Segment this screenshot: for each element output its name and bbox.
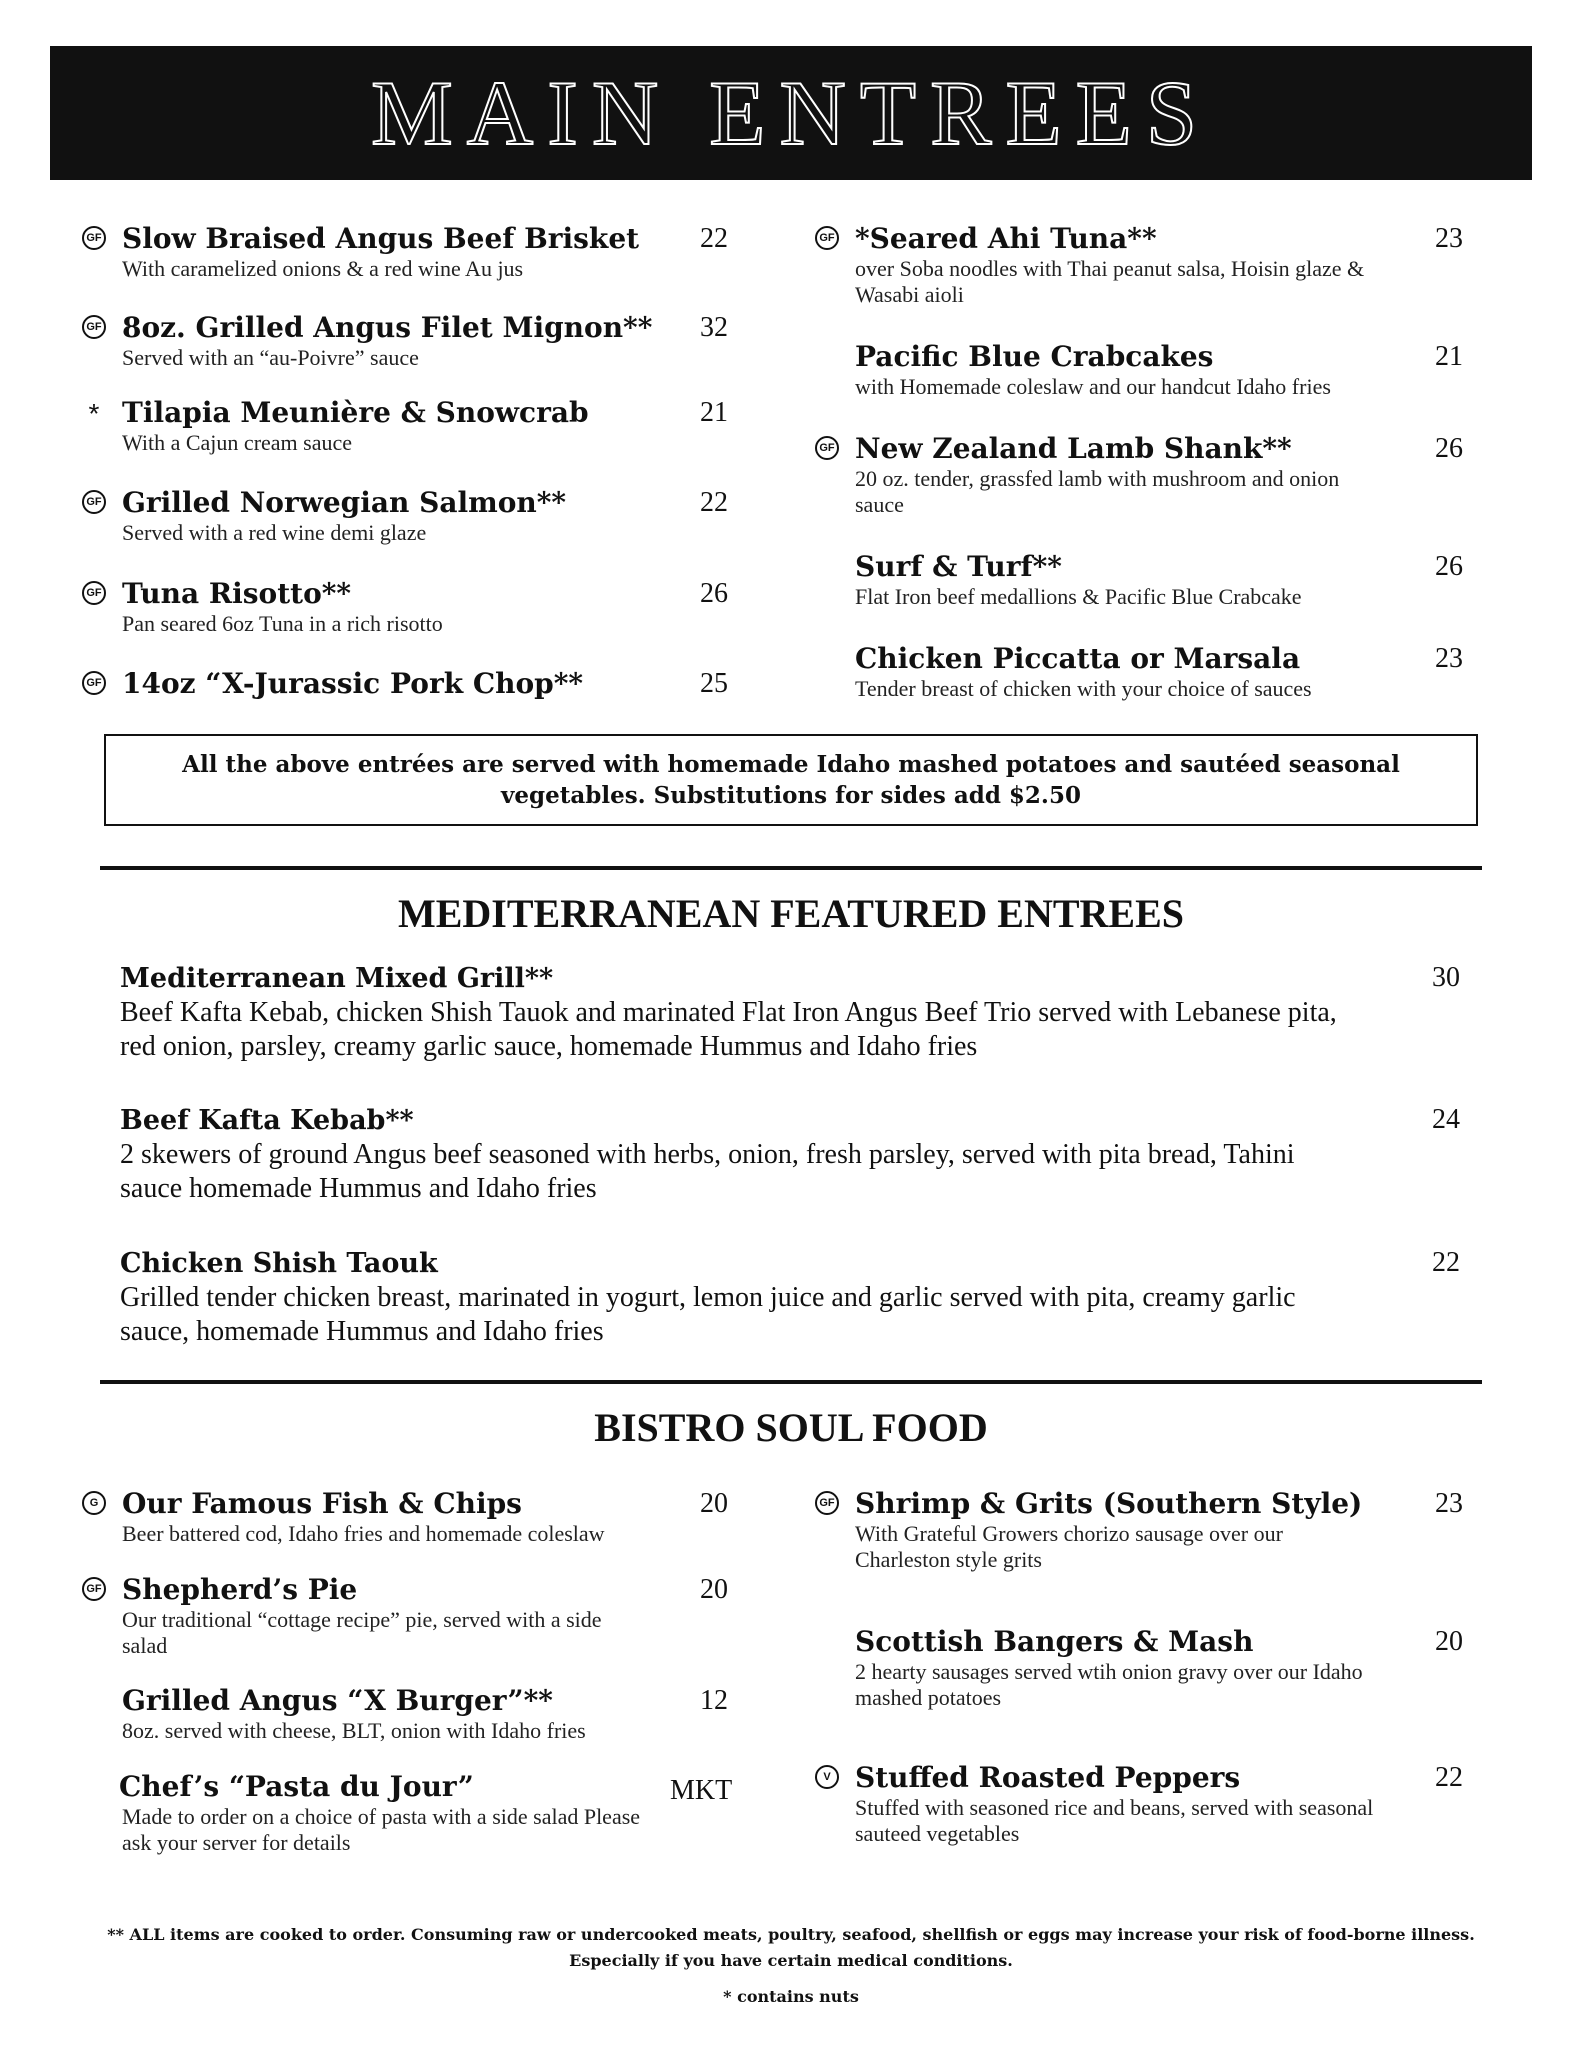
gluten-free-icon: GF [82, 226, 106, 250]
item-description: With Grateful Growers chorizo sausage over our Charleston style grits [855, 1521, 1283, 1572]
item-description: with Homemade coleslaw and our handcut Idaho fries [855, 374, 1331, 399]
item-name: Surf & Turf** [855, 550, 1062, 583]
section-divider [100, 866, 1482, 870]
item-price: 22 [700, 487, 728, 518]
item-description: Our traditional “cottage recipe” pie, served with a side salad [122, 1607, 602, 1658]
menu-item [855, 1625, 1475, 1711]
item-description: Beer battered cod, Idaho fries and homemade coleslaw [122, 1521, 605, 1546]
item-price: 22 [1432, 1247, 1460, 1278]
item-name: Beef Kafta Kebab** [120, 1105, 414, 1136]
item-description: 8oz. served with cheese, BLT, onion with Idaho fries [122, 1718, 586, 1743]
item-description: Tender breast of chicken with your choice of sauces [855, 676, 1312, 701]
item-price: 25 [700, 668, 728, 699]
item-price: 12 [700, 1685, 728, 1716]
item-description: Served with an “au-Poivre” sauce [122, 345, 419, 370]
item-name: Mediterranean Mixed Grill** [120, 963, 554, 994]
item-price: 26 [700, 578, 728, 609]
item-description: 20 oz. tender, grassfed lamb with mushroom and onion sauce [855, 466, 1340, 517]
item-name: Grilled Angus “X Burger”** [122, 1684, 553, 1717]
item-name: Stuffed Roasted Peppers [855, 1761, 1241, 1794]
allergy-warning: ** ALL items are cooked to order. Consuming raw or undercooked meats, poultry, seafood, shellfish or eggs may increase your risk of food-borne illness. Especially if you have certain medical conditions. [107, 1925, 1475, 1970]
menu-item [89, 1487, 742, 1547]
nuts-note: * contains nuts [723, 1987, 859, 2006]
item-description: Served with a red wine demi glaze [122, 520, 427, 545]
item-price: 26 [1435, 551, 1463, 582]
item-description: Beef Kafta Kebab, chicken Shish Tauok and marinated Flat Iron Angus Beef Trio served with Lebanese pita, red onion, parsley, creamy garlic sauce, homemade Hummus and Idaho fries [120, 997, 1337, 1062]
vegetarian-icon: V [815, 1765, 839, 1789]
menu-item [120, 1247, 1460, 1349]
item-price: 24 [1432, 1104, 1460, 1135]
item-description: Made to order on a choice of pasta with a side salad Please ask your server for details [122, 1804, 641, 1855]
section-divider [100, 1380, 1482, 1384]
menu-item [819, 432, 1475, 518]
gluten-free-icon: GF [82, 1577, 106, 1601]
menu-item [855, 550, 1475, 610]
item-description: 2 hearty sausages served wtih onion gravy over our Idaho mashed potatoes [855, 1659, 1363, 1710]
item-price: 23 [1435, 223, 1463, 254]
menu-item [855, 642, 1475, 702]
soul-food-title: BISTRO SOUL FOOD [594, 1405, 988, 1450]
asterisk-icon: * [88, 398, 100, 429]
gluten-free-icon: GF [82, 490, 106, 514]
gluten-free-icon: GF [82, 315, 106, 339]
item-price: 20 [700, 1488, 728, 1519]
item-price: MKT [670, 1775, 733, 1806]
item-name: Tilapia Meunière & Snowcrab [122, 396, 589, 429]
gluten-free-icon: GF [815, 1491, 839, 1515]
item-name: Grilled Norwegian Salmon** [122, 486, 567, 519]
gluten-free-icon: GF [82, 671, 106, 695]
gluten-free-icon: GF [815, 436, 839, 460]
item-name: Our Famous Fish & Chips [122, 1487, 522, 1520]
menu-item [120, 1104, 1460, 1206]
item-name: Chef’s “Pasta du Jour” [119, 1770, 474, 1803]
item-description: Flat Iron beef medallions & Pacific Blue Crabcake [855, 584, 1302, 609]
menu-item [86, 311, 742, 371]
menu-item [119, 1770, 742, 1856]
menu-item [120, 962, 1460, 1064]
item-price: 21 [1435, 341, 1463, 372]
item-description: Stuffed with seasoned rice and beans, served with seasonal sauteed vegetables [855, 1795, 1374, 1846]
menu-item [88, 396, 742, 456]
item-name: Shrimp & Grits (Southern Style) [855, 1487, 1363, 1520]
item-description: With caramelized onions & a red wine Au jus [122, 256, 524, 281]
item-price: 32 [700, 312, 728, 343]
item-price: 21 [700, 397, 728, 428]
gluten-icon: G [82, 1491, 106, 1515]
item-price: 20 [1435, 1626, 1463, 1657]
sides-note: All the above entrées are served with homemade Idaho mashed potatoes and sautéed seasonal vegetables. Substitutions for sides add $2.50 [104, 734, 1478, 826]
item-description: over Soba noodles with Thai peanut salsa, Hoisin glaze & Wasabi aioli [855, 256, 1365, 307]
item-name: Shepherd’s Pie [122, 1573, 358, 1606]
menu-item [86, 486, 742, 546]
item-price: 22 [1435, 1762, 1463, 1793]
menu-item [86, 667, 742, 701]
menu-item [122, 1684, 742, 1744]
item-name: Pacific Blue Crabcakes [855, 340, 1214, 373]
menu-item [819, 222, 1475, 308]
item-price: 20 [700, 1574, 728, 1605]
item-name: Chicken Piccatta or Marsala [855, 642, 1301, 675]
gluten-free-icon: GF [815, 226, 839, 250]
item-price: 23 [1435, 643, 1463, 674]
item-price: 26 [1435, 433, 1463, 464]
item-name: *Seared Ahi Tuna** [855, 222, 1157, 255]
item-description: With a Cajun cream sauce [122, 430, 353, 455]
item-description: Pan seared 6oz Tuna in a rich risotto [122, 611, 443, 636]
item-name: Scottish Bangers & Mash [855, 1625, 1254, 1658]
main-entrees-banner [50, 46, 1532, 180]
item-description: 2 skewers of ground Angus beef seasoned with herbs, onion, fresh parsley, served with pita bread, Tahini sauce homemade Hummus and Idaho fries [120, 1139, 1295, 1204]
item-price: 23 [1435, 1488, 1463, 1519]
menu-item [823, 1761, 1475, 1847]
menu-item [819, 1487, 1475, 1573]
item-name: New Zealand Lamb Shank** [855, 432, 1292, 465]
menu-item [86, 577, 742, 637]
menu-item [86, 1573, 742, 1659]
item-name: Tuna Risotto** [122, 577, 352, 610]
menu-item [86, 222, 742, 282]
mediterranean-title: MEDITERRANEAN FEATURED ENTREES [397, 891, 1185, 936]
item-name: Slow Braised Angus Beef Brisket [122, 222, 640, 255]
item-price: 22 [700, 223, 728, 254]
item-description: Grilled tender chicken breast, marinated in yogurt, lemon juice and garlic served with pita, creamy garlic sauce, homemade Hummus and Idaho fries [120, 1282, 1296, 1347]
item-name: 14oz “X-Jurassic Pork Chop** [122, 667, 584, 700]
gluten-free-icon: GF [82, 581, 106, 605]
item-name: 8oz. Grilled Angus Filet Mignon** [122, 311, 653, 344]
item-name: Chicken Shish Taouk [120, 1248, 438, 1279]
item-price: 30 [1432, 962, 1460, 993]
main-entrees-title: MAIN ENTREES [370, 62, 1212, 164]
menu-item [855, 340, 1475, 400]
